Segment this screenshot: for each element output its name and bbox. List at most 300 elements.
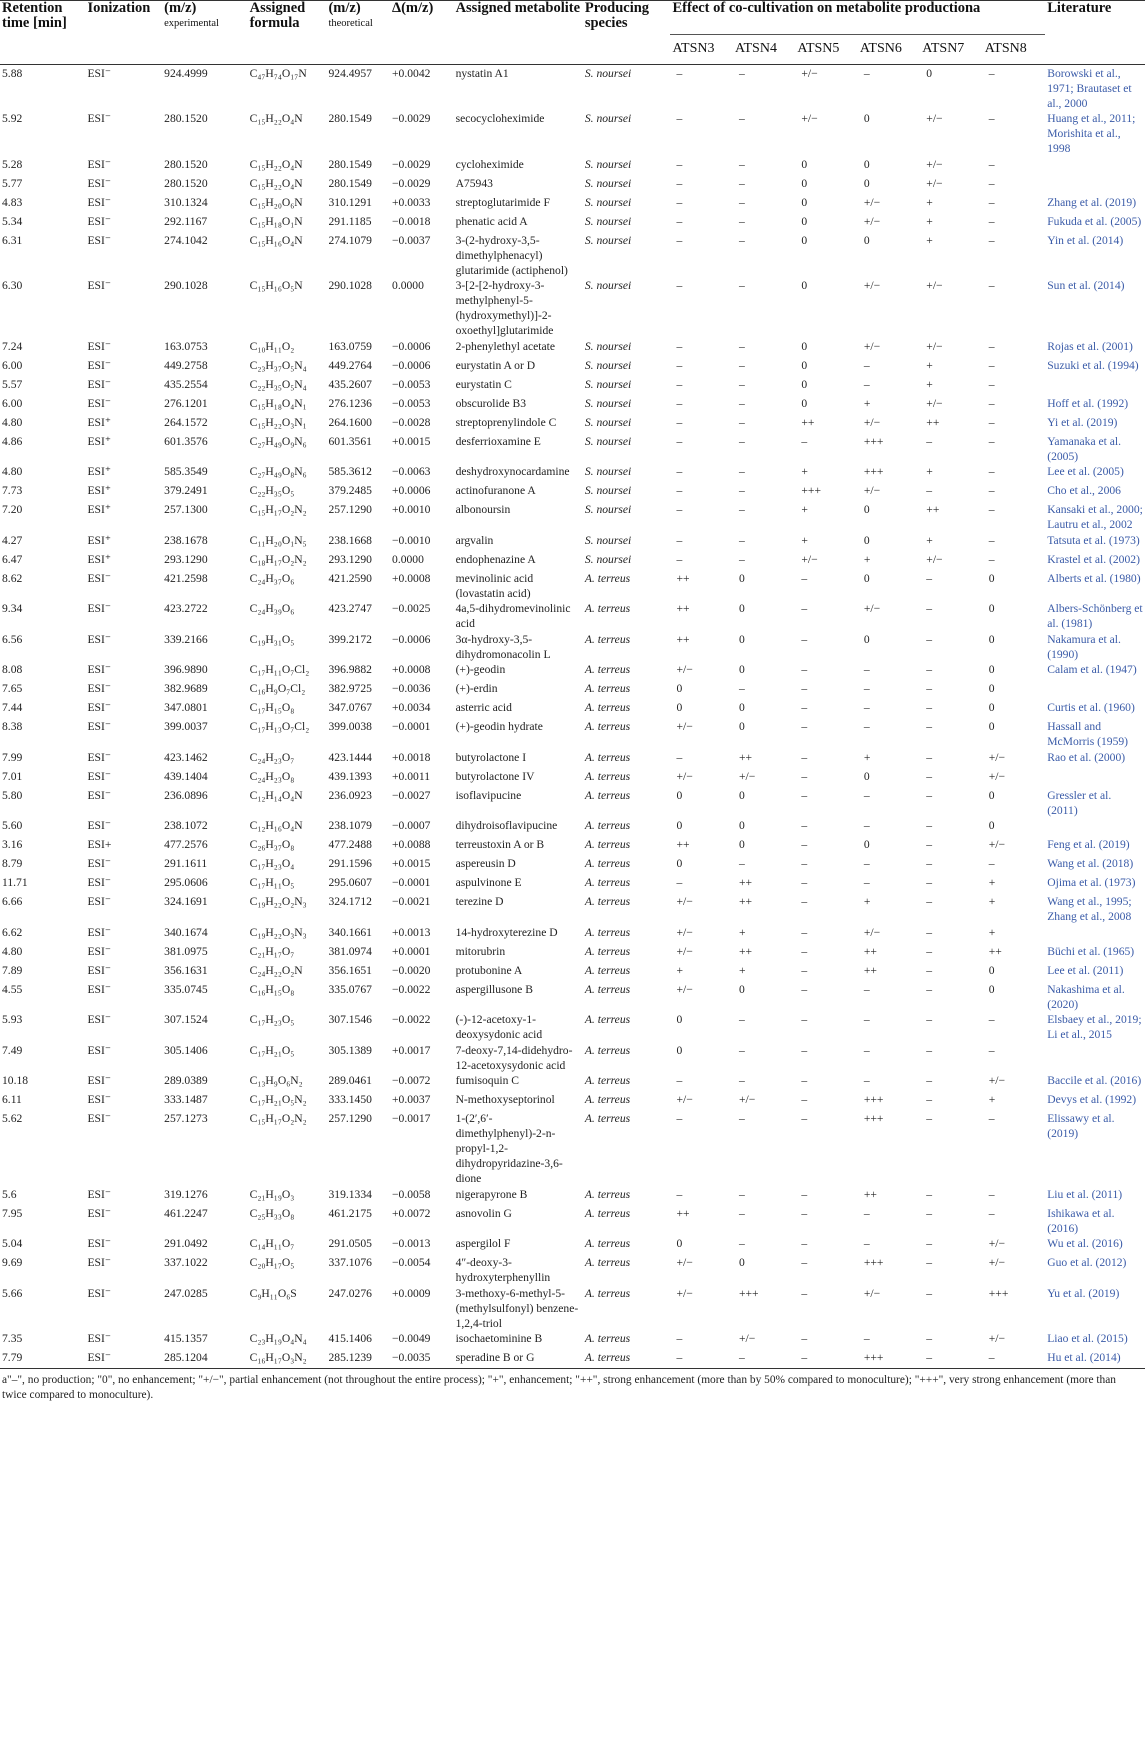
cell-metabolite: albonoursin	[455, 503, 511, 516]
cell-effect-atsn5: –	[801, 788, 808, 802]
cell-metabolite: N-methoxyseptorinol	[455, 1093, 555, 1106]
cell-effect-atsn3: ++	[676, 602, 690, 615]
cell-effect-atsn4: –	[738, 377, 745, 391]
cell-mz-theoretical: 293.1290	[328, 552, 372, 566]
cell-effect-atsn7: ++	[926, 415, 940, 429]
cell-metabolite: terezine D	[455, 895, 504, 908]
cell-metabolite: 4a,5-dihydromevinolinic acid	[455, 602, 571, 630]
cell-metabolite: obscurolide B3	[455, 396, 527, 410]
cell-literature-link[interactable]: Curtis et al. (1960)	[1047, 701, 1135, 714]
cell-effect-atsn5: –	[801, 1206, 808, 1220]
cell-mz-experimental: 285.1204	[164, 1351, 208, 1364]
cell-effect-atsn8: +/−	[988, 769, 1006, 783]
cell-retention: 7.89	[2, 963, 23, 977]
cell-effect-atsn8: –	[988, 1013, 995, 1026]
cell-retention: 6.66	[2, 895, 23, 908]
cell-metabolite: aspergilol F	[455, 1237, 511, 1250]
cell-literature-link[interactable]: Yi et al. (2019)	[1047, 415, 1118, 429]
cell-effect-atsn7: ++	[926, 503, 940, 516]
cell-literature-link[interactable]: Borowski et al., 1971; Brautaset et al., 2000	[1047, 66, 1132, 110]
cell-species: A. terreus	[584, 1043, 631, 1057]
cell-retention: 9.69	[2, 1256, 23, 1269]
cell-effect-atsn6: +++	[863, 465, 884, 478]
cell-delta: −0.0007	[392, 819, 431, 832]
cell-species: S. noursei	[584, 396, 632, 410]
cell-literature-link[interactable]: Hoff et al. (1992)	[1047, 396, 1129, 410]
table-row	[0, 818, 1145, 837]
cell-metabolite: butyrolactone I	[455, 750, 527, 764]
cell-effect-atsn8: +	[988, 1093, 996, 1106]
cell-effect-atsn5: +	[801, 465, 808, 478]
cell-ionization: ESI⁻	[87, 963, 111, 977]
cell-delta: −0.0036	[392, 682, 431, 695]
cell-ionization: ESI⁻	[87, 339, 111, 353]
cell-effect-atsn6: +	[863, 750, 871, 764]
cell-effect-atsn5: –	[801, 819, 808, 832]
cell-effect-atsn6: +/−	[863, 195, 881, 209]
cell-effect-atsn7: –	[926, 819, 933, 832]
cell-effect-atsn6: –	[863, 358, 870, 372]
cell-literature-link[interactable]: Gressler et al. (2011)	[1047, 788, 1112, 817]
cell-metabolite: deshydroxynocardamine	[455, 465, 570, 478]
cell-delta: 0.0000	[392, 279, 424, 292]
cell-literature-link[interactable]: Wang et al. (2018)	[1047, 857, 1134, 870]
cell-ionization: ESI⁻	[87, 682, 111, 695]
cell-effect-atsn5: 0	[801, 195, 808, 209]
cell-effect-atsn4: 0	[738, 1256, 745, 1269]
cell-retention: 5.80	[2, 788, 23, 802]
cell-effect-atsn3: +/−	[676, 982, 693, 996]
cell-effect-atsn7: +/−	[926, 339, 943, 353]
cell-literature-link[interactable]	[1045, 681, 1145, 700]
cell-effect-atsn8: +/−	[988, 1237, 1006, 1250]
cell-ionization: ESI⁻	[87, 358, 111, 372]
cell-effect-atsn4: –	[738, 552, 745, 566]
cell-delta: −0.0021	[392, 895, 431, 908]
cell-effect-atsn5: 0	[801, 358, 808, 372]
cell-literature-link[interactable]	[1045, 156, 1145, 175]
cell-effect-atsn4: –	[738, 1206, 745, 1220]
table-row	[0, 856, 1145, 875]
cell-effect-atsn4: –	[738, 1074, 745, 1087]
cell-effect-atsn3: –	[676, 396, 683, 410]
cell-effect-atsn4: +	[738, 925, 746, 939]
cell-mz-theoretical: 238.1668	[328, 533, 372, 547]
cell-literature-link[interactable]	[1045, 1042, 1145, 1073]
cell-retention: 6.30	[2, 279, 23, 292]
cell-effect-atsn5: –	[801, 1112, 808, 1125]
cell-mz-experimental: 421.2598	[164, 571, 208, 585]
cell-effect-atsn7: –	[926, 663, 933, 676]
cell-delta: +0.0072	[392, 1206, 431, 1220]
cell-effect-atsn6: –	[863, 663, 870, 676]
cell-species: S. noursei	[584, 157, 632, 171]
cell-ionization: ESI⁺	[87, 533, 111, 547]
cell-effect-atsn5: 0	[801, 377, 808, 391]
table-row	[0, 376, 1145, 395]
header-atsn3: ATSN3	[672, 41, 715, 56]
cell-retention: 7.79	[2, 1351, 23, 1364]
cell-literature-link[interactable]: Cho et al., 2006	[1047, 484, 1121, 497]
cell-mz-experimental: 339.2166	[164, 632, 208, 646]
cell-effect-atsn6: +/−	[863, 214, 881, 228]
cell-effect-atsn3: ++	[676, 632, 690, 646]
cell-effect-atsn6: 0	[863, 769, 870, 783]
cell-literature-link[interactable]: Alberts et al. (1980)	[1047, 571, 1141, 585]
cell-ionization: ESI⁻	[87, 819, 111, 832]
cell-effect-atsn7: +	[926, 233, 933, 247]
cell-retention: 5.77	[2, 176, 23, 190]
cell-mz-experimental: 264.1572	[164, 415, 208, 429]
cell-mz-experimental: 337.1022	[164, 1256, 208, 1269]
cell-literature-link[interactable]: Huang et al., 2011; Morishita et al., 1998	[1047, 112, 1136, 155]
cell-mz-theoretical: 924.4957	[328, 66, 372, 80]
cell-metabolite: mevinolinic acid (lovastatin acid)	[455, 571, 534, 600]
cell-effect-atsn8: 0	[988, 819, 995, 832]
table-row	[0, 1255, 1145, 1286]
cell-delta: −0.0053	[392, 377, 431, 391]
cell-effect-atsn5: –	[801, 720, 808, 733]
cell-literature-link[interactable]: Fukuda et al. (2005)	[1047, 214, 1142, 228]
cell-effect-atsn4: –	[738, 415, 745, 429]
cell-literature-link[interactable]: Lee et al. (2005)	[1047, 465, 1124, 478]
cell-effect-atsn8: –	[988, 157, 995, 171]
table-row	[0, 981, 1145, 1012]
cell-metabolite: endophenazine A	[455, 552, 536, 566]
cell-delta: −0.0022	[392, 982, 431, 996]
cell-effect-atsn6: –	[863, 1013, 870, 1026]
cell-literature-link[interactable]: Krastel et al. (2002)	[1047, 552, 1140, 566]
cell-effect-atsn3: –	[676, 1187, 683, 1201]
cell-literature-link[interactable]: Rojas et al. (2001)	[1047, 339, 1133, 353]
cell-effect-atsn5: –	[801, 1074, 808, 1087]
cell-literature-link[interactable]: Hu et al. (2014)	[1047, 1351, 1121, 1364]
cell-ionization: ESI⁻	[87, 377, 111, 391]
table-row	[0, 1236, 1145, 1255]
table-footnote: a"–", no production; "0", no enhancement; "+/−", partial enhancement (not throughout the entire process); "+", enhancement; "++", strong enhancement (more than by 50% compared to monoculture); "+++", very strong enhancement (more than twice compared to monoculture).	[0, 1369, 1145, 1404]
cell-effect-atsn3: 0	[676, 819, 683, 832]
cell-effect-atsn8: 0	[988, 701, 995, 714]
cell-effect-atsn3: –	[676, 195, 683, 209]
cell-effect-atsn6: –	[863, 701, 870, 714]
cell-effect-atsn5: –	[801, 838, 808, 851]
cell-effect-atsn7: –	[926, 895, 933, 908]
table-row	[0, 700, 1145, 719]
cell-delta: −0.0035	[392, 1351, 431, 1364]
cell-literature-link[interactable]	[1045, 768, 1145, 787]
cell-mz-experimental: 439.1404	[164, 769, 208, 783]
cell-effect-atsn3: –	[676, 233, 683, 247]
cell-retention: 11.71	[2, 876, 28, 889]
cell-literature-link[interactable]: Feng et al. (2019)	[1047, 838, 1130, 851]
cell-effect-atsn6: +	[863, 396, 871, 410]
cell-delta: −0.0058	[392, 1187, 431, 1201]
cell-effect-atsn6: +/−	[863, 1286, 881, 1300]
cell-effect-atsn8: +/−	[988, 750, 1006, 764]
cell-formula: C₁₄H₁₁O₇	[249, 1237, 295, 1250]
cell-effect-atsn4: –	[738, 533, 745, 547]
cell-delta: +0.0033	[392, 195, 431, 209]
cell-effect-atsn8: 0	[988, 682, 995, 695]
cell-literature-link[interactable]	[1045, 376, 1145, 395]
cell-literature-link[interactable]: Wu et al. (2016)	[1047, 1237, 1123, 1250]
cell-effect-atsn4: +++	[738, 1286, 759, 1300]
cell-effect-atsn6: +	[863, 895, 871, 908]
cell-species: A. terreus	[584, 602, 631, 615]
cell-metabolite: (+)-geodin	[455, 663, 506, 676]
cell-species: A. terreus	[584, 1332, 631, 1345]
cell-effect-atsn8: –	[988, 1351, 995, 1364]
cell-effect-atsn4: +	[738, 963, 746, 977]
cell-literature-link[interactable]	[1045, 818, 1145, 837]
cell-effect-atsn3: –	[676, 1112, 683, 1125]
header-formula: Assigned formula	[249, 0, 306, 31]
cell-mz-theoretical: 310.1291	[328, 195, 372, 209]
cell-literature-link[interactable]: Wang et al., 1995; Zhang et al., 2008	[1047, 895, 1132, 923]
table-row	[0, 278, 1145, 339]
cell-mz-experimental: 291.1611	[164, 857, 208, 870]
cell-literature-link[interactable]: Liu et al. (2011)	[1047, 1187, 1123, 1201]
cell-literature-link[interactable]: Rao et al. (2000)	[1047, 750, 1126, 764]
cell-effect-atsn6: –	[863, 66, 870, 80]
cell-literature-link[interactable]: Suzuki et al. (1994)	[1047, 358, 1139, 372]
cell-metabolite: secocycloheximide	[455, 112, 545, 125]
cell-delta: −0.0006	[392, 339, 431, 353]
cell-species: A. terreus	[584, 1351, 631, 1364]
cell-effect-atsn3: –	[676, 339, 683, 353]
cell-mz-experimental: 435.2554	[164, 377, 208, 391]
cell-metabolite: dihydroisoflavipucine	[455, 819, 558, 832]
cell-effect-atsn5: –	[801, 982, 808, 996]
cell-mz-theoretical: 340.1661	[328, 925, 372, 939]
cell-retention: 6.62	[2, 925, 23, 939]
cell-mz-experimental: 291.0492	[164, 1237, 208, 1250]
cell-effect-atsn7: 0	[926, 66, 933, 80]
cell-formula: C₁₅H₁₆O₄N	[249, 233, 303, 247]
cell-formula: C₁₇H₂₁O₅N₂	[249, 1093, 307, 1106]
cell-delta: −0.0029	[392, 112, 431, 125]
cell-metabolite: 2-phenylethyl acetate	[455, 339, 556, 353]
cell-mz-theoretical: 247.0276	[328, 1286, 372, 1300]
cell-species: A. terreus	[584, 682, 631, 695]
cell-species: A. terreus	[584, 1093, 631, 1106]
table-row	[0, 1186, 1145, 1205]
cell-retention: 5.62	[2, 1112, 23, 1125]
cell-effect-atsn3: +/−	[676, 663, 693, 676]
cell-literature-link[interactable]	[1045, 175, 1145, 194]
cell-effect-atsn8: –	[988, 1206, 995, 1220]
cell-literature-link[interactable]: Albers-Schönberg et al. (1981)	[1047, 602, 1143, 630]
cell-effect-atsn6: –	[863, 1237, 870, 1250]
cell-species: A. terreus	[584, 1013, 631, 1026]
cell-effect-atsn8: –	[988, 176, 995, 190]
cell-retention: 6.00	[2, 358, 23, 372]
cell-effect-atsn5: –	[801, 944, 808, 958]
cell-effect-atsn7: –	[926, 484, 933, 497]
cell-ionization: ESI⁻	[87, 720, 111, 733]
cell-effect-atsn5: 0	[801, 176, 808, 190]
cell-mz-theoretical: 280.1549	[328, 157, 372, 171]
cell-retention: 5.93	[2, 1013, 23, 1026]
table-row	[0, 1205, 1145, 1236]
cell-effect-atsn6: +/−	[863, 925, 881, 939]
cell-effect-atsn6: +/−	[863, 602, 881, 615]
cell-mz-experimental: 324.1691	[164, 895, 208, 908]
cell-mz-theoretical: 291.0505	[328, 1237, 372, 1250]
cell-effect-atsn4: –	[738, 682, 745, 695]
cell-retention: 7.73	[2, 484, 23, 497]
cell-literature-link[interactable]: Büchi et al. (1965)	[1047, 944, 1135, 958]
cell-metabolite: speradine B or G	[455, 1351, 535, 1364]
cell-ionization: ESI⁻	[87, 396, 111, 410]
cell-ionization: ESI⁻	[87, 1074, 111, 1087]
cell-delta: −0.0029	[392, 176, 431, 190]
cell-formula: C₁₀H₁₁O₂	[249, 339, 295, 353]
cell-effect-atsn8: +	[988, 925, 996, 939]
cell-effect-atsn5: –	[801, 925, 808, 939]
cell-literature-link[interactable]: Nakamura et al. (1990)	[1047, 632, 1121, 661]
cell-ionization: ESI⁻	[87, 157, 111, 171]
cell-delta: +0.0006	[392, 484, 431, 497]
cell-effect-atsn4: –	[738, 157, 745, 171]
cell-literature-link[interactable]: Tatsuta et al. (1973)	[1047, 533, 1140, 547]
cell-mz-experimental: 585.3549	[164, 465, 208, 478]
cell-species: A. terreus	[584, 944, 631, 958]
cell-effect-atsn3: +/−	[676, 1286, 693, 1300]
cell-effect-atsn3: –	[676, 157, 683, 171]
cell-effect-atsn8: +/−	[988, 1074, 1006, 1087]
cell-retention: 8.08	[2, 663, 23, 676]
cell-ionization: ESI⁻	[87, 1351, 111, 1364]
cell-effect-atsn4: 0	[738, 602, 745, 615]
cell-mz-theoretical: 601.3561	[328, 434, 372, 448]
cell-effect-atsn8: –	[988, 233, 995, 247]
cell-effect-atsn5: 0	[801, 214, 808, 228]
cell-effect-atsn3: –	[676, 750, 683, 764]
cell-effect-atsn6: +/−	[863, 484, 881, 497]
cell-literature-link[interactable]: Guo et al. (2012)	[1047, 1256, 1127, 1269]
cell-effect-atsn4: +/−	[738, 1332, 756, 1345]
table-row	[0, 787, 1145, 818]
cell-effect-atsn7: +	[926, 533, 933, 547]
cell-mz-theoretical: 307.1546	[328, 1013, 372, 1026]
table-row	[0, 156, 1145, 175]
cell-retention: 5.04	[2, 1237, 23, 1250]
cell-delta: +0.0015	[392, 857, 431, 870]
cell-effect-atsn4: 0	[738, 819, 745, 832]
cell-ionization: ESI⁻	[87, 66, 111, 80]
cell-literature-link[interactable]: Ojima et al. (1973)	[1047, 876, 1136, 889]
cell-species: S. noursei	[584, 214, 632, 228]
cell-ionization: ESI⁻	[87, 1093, 111, 1106]
cell-effect-atsn3: –	[676, 876, 683, 889]
cell-literature-link[interactable]: Nakashima et al. (2020)	[1047, 982, 1125, 1011]
cell-mz-experimental: 257.1300	[164, 503, 208, 516]
cell-ionization: ESI⁻	[87, 895, 111, 908]
cell-effect-atsn7: –	[926, 602, 933, 615]
cell-literature-link[interactable]: Sun et al. (2014)	[1047, 279, 1125, 292]
cell-ionization: ESI⁻	[87, 663, 111, 676]
cell-effect-atsn7: +/−	[926, 176, 943, 190]
cell-literature-link[interactable]: Baccile et al. (2016)	[1047, 1074, 1142, 1087]
cell-mz-theoretical: 381.0974	[328, 944, 372, 958]
cell-species: A. terreus	[584, 632, 631, 646]
cell-effect-atsn7: –	[926, 982, 933, 996]
cell-literature-link[interactable]: Yu et al. (2019)	[1047, 1286, 1120, 1300]
cell-literature-link[interactable]: Liao et al. (2015)	[1047, 1332, 1128, 1345]
cell-species: A. terreus	[584, 819, 631, 832]
cell-effect-atsn5: –	[801, 1187, 808, 1201]
cell-formula: C₁₇H₂₃O₅	[249, 1013, 295, 1026]
cell-effect-atsn8: –	[988, 195, 995, 209]
cell-literature-link[interactable]: Yin et al. (2014)	[1047, 233, 1124, 247]
cell-retention: 5.57	[2, 377, 23, 391]
cell-literature-link[interactable]: Yamanaka et al. (2005)	[1047, 434, 1122, 463]
cell-ionization: ESI⁻	[87, 602, 111, 615]
cell-retention: 5.66	[2, 1286, 23, 1300]
cell-formula: C₁₅H₂₂O₄N	[249, 112, 303, 125]
cell-effect-atsn3: 0	[676, 788, 683, 802]
cell-mz-theoretical: 477.2488	[328, 838, 372, 851]
cell-effect-atsn4: 0	[738, 571, 745, 585]
cell-literature-link[interactable]: Devys et al. (1992)	[1047, 1093, 1137, 1106]
cell-ionization: ESI⁻	[87, 233, 111, 247]
cell-delta: +0.0013	[392, 925, 431, 939]
cell-effect-atsn4: –	[738, 233, 745, 247]
table-row	[0, 338, 1145, 357]
cell-literature-link[interactable]: Hassall and McMorris (1959)	[1047, 720, 1129, 748]
cell-effect-atsn3: 0	[676, 857, 683, 870]
table-header	[0, 1, 1145, 65]
cell-literature-link[interactable]: Ishikawa et al. (2016)	[1047, 1206, 1115, 1235]
cell-effect-atsn5: –	[801, 632, 808, 646]
cell-retention: 5.92	[2, 112, 23, 125]
cell-ionization: ESI⁻	[87, 214, 111, 228]
cell-retention: 6.00	[2, 396, 23, 410]
cell-mz-experimental: 257.1273	[164, 1112, 208, 1125]
cell-metabolite: phenatic acid A	[455, 214, 528, 228]
cell-literature-link[interactable]: Zhang et al. (2019)	[1047, 195, 1137, 209]
cell-effect-atsn8: –	[988, 214, 995, 228]
cell-effect-atsn3: –	[676, 112, 683, 125]
cell-literature-link[interactable]: Calam et al. (1947)	[1047, 663, 1137, 676]
cell-metabolite: 3-methoxy-6-methyl-5-(methylsulfonyl) benzene-1,2,4-triol	[455, 1286, 579, 1330]
cell-delta: +0.0011	[392, 769, 431, 783]
cell-effect-atsn3: +/−	[676, 1256, 693, 1269]
cell-effect-atsn6: –	[863, 876, 870, 889]
cell-literature-link[interactable]	[1045, 924, 1145, 943]
cell-species: A. terreus	[584, 963, 631, 977]
cell-effect-atsn3: –	[676, 377, 683, 391]
cell-effect-atsn3: +/−	[676, 769, 693, 783]
table-row	[0, 194, 1145, 213]
cell-literature-link[interactable]: Elsbaey et al., 2019; Li et al., 2015	[1047, 1013, 1142, 1041]
cell-ionization: ESI⁺	[87, 503, 111, 516]
cell-mz-experimental: 415.1357	[164, 1332, 208, 1345]
cell-literature-link[interactable]: Lee et al. (2011)	[1047, 963, 1124, 977]
cell-mz-experimental: 335.0745	[164, 982, 208, 996]
cell-retention: 10.18	[2, 1074, 29, 1087]
cell-literature-link[interactable]: Elissawy et al. (2019)	[1047, 1112, 1115, 1140]
cell-formula: C₂₄H₃₉O₆	[249, 602, 295, 615]
cell-delta: +0.0010	[392, 503, 431, 516]
cell-effect-atsn4: ++	[738, 895, 753, 908]
cell-species: A. terreus	[584, 857, 631, 870]
cell-mz-experimental: 356.1631	[164, 963, 208, 977]
cell-ionization: ESI⁻	[87, 876, 111, 889]
cell-literature-link[interactable]: Kansaki et al., 2000; Lautru et al., 2002	[1047, 503, 1143, 531]
cell-mz-experimental: 305.1406	[164, 1043, 208, 1057]
